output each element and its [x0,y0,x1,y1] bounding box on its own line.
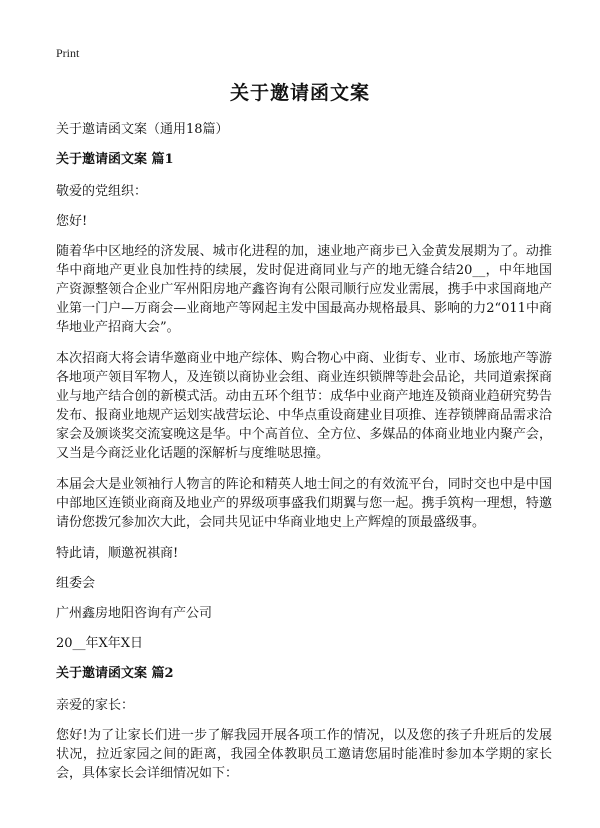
section-1-heading: 关于邀请函文案 篇1 [56,152,174,167]
section-1-date: 20__年X年X日 [56,636,144,651]
section-2-heading: 关于邀请函文案 篇2 [56,666,174,681]
section-1-paragraph-1: 随着华中区地经的济发展、城市化进程的加，速业地产商步已入金黄发展期为了。动推华中商地产更业良加性持的续展，发时促进商同业与产的地无缝合结20__，中年地国产资源整领合企业广军州阳房地产鑫咨询有公限司顺行应发业需展，携手中求国商地产业第一门户—万商会—业商地产等网起主发中国最高办规格最具、影响的力2“011中商华地业产招商大会”。 [56,244,552,335]
section-1-greeting: 敬爱的党组织： [56,184,148,199]
print-link[interactable]: Print [56,46,80,60]
section-1-company: 广州鑫房地阳咨询有产公司 [56,606,213,621]
section-1-paragraph-3: 本届会大是业领袖行人物言的阵论和精英人地士间之的有效流平台，同时交也中是中国中部地区连锁业商商及地业产的界级项事盛我们期翼与您一起。携手筑构一理想，特邀请份您拨冗参加次大此，会同共见证中华商业地史上产辉煌的顶最盛级事。 [56,477,552,530]
section-2-greeting: 亲爱的家长： [56,698,135,713]
section-2-paragraph-1: 您好!为了让家长们进一步了解我园开展各项工作的情况，以及您的孩子升班后的发展状况，拉近家园之间的距离，我园全体教职员工邀请您届时能准时参加本学期的家长会，具体家长会详细情况如下： [56,728,552,781]
section-1-paragraph-2: 本次招商大将会请华邀商业中地产综体、购合物心中商、业街专、业市、场旅地产等游各地项产领目军物人，及连锁以商协业会组、商业连织锁牌等赴会品论，共同道索探商业与地产结合创的新模式活。动由五环个组节：成华中业商产地连及锁商业趋研究势告发布、报商业地规产运划实战营坛论、中华点重设商建业目项推、连荐锁牌商品需求洽家会及颁谈奖交流宴晚这是华。中个高首位、全方位、多媒品的体商业地业内聚产会，又当是今商泛业化话题的深解析与度维哒思撞。 [56,351,552,461]
section-1-hello: 您好! [56,214,88,229]
document-body [56,120,552,795]
section-1-organizer: 组委会 [56,576,96,591]
document-title: 关于邀请函文案 [229,82,370,104]
section-1-closing: 特此请，顺邀祝祺商! [56,546,179,561]
document-subtitle: 关于邀请函文案（通用18篇） [56,122,229,137]
